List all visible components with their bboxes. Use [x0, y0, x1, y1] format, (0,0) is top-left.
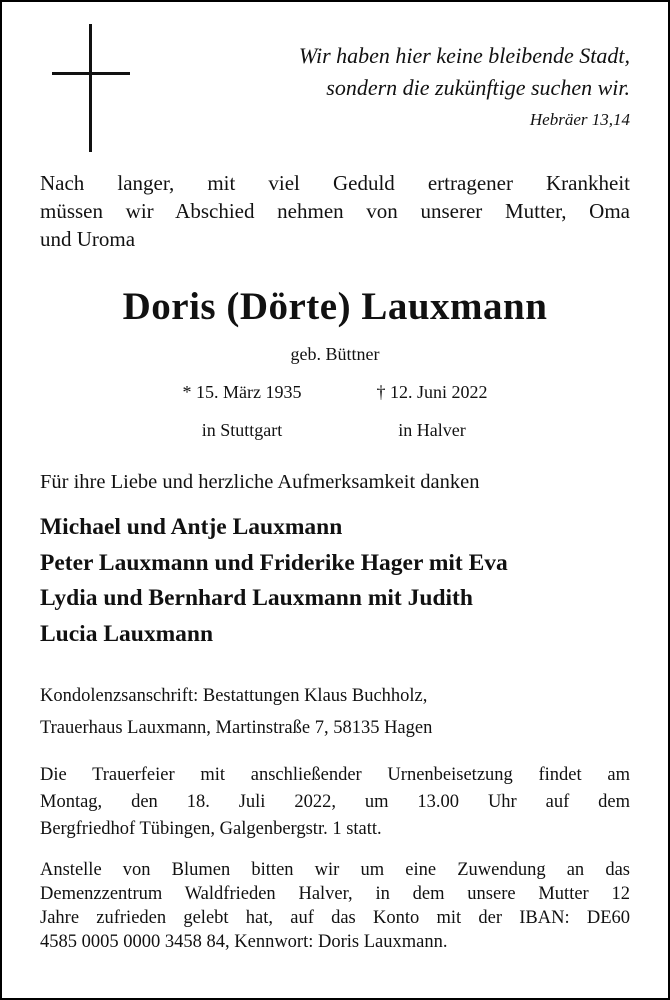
ceremony-line-2: Montag, den 18. Juli 2022, um 13.00 Uhr auf dem: [40, 792, 630, 812]
birth-date: * 15. März 1935: [182, 382, 302, 402]
mourner-line: Michael und Antje Lauxmann: [40, 514, 343, 540]
intro-line-1: Nach langer, mit viel Geduld ertragener Krankheit: [40, 171, 630, 195]
birth-place: in Stuttgart: [201, 420, 283, 440]
intro-line-2: müssen wir Abschied nehmen von unserer Mutter, Oma: [40, 199, 630, 223]
thanks-line: Für ihre Liebe und herzliche Aufmerksamkeit danken: [40, 471, 480, 493]
ceremony-line-1: Die Trauerfeier mit anschließender Urnenbeisetzung findet am: [40, 765, 630, 785]
bible-quote: [299, 40, 630, 132]
condolence-address: [40, 680, 630, 744]
death-place: in Halver: [398, 420, 466, 440]
quote-reference: Hebräer 13,14: [529, 110, 630, 129]
cross-horizontal-bar: [52, 72, 130, 75]
deceased-name: Doris (Dörte) Lauxmann: [122, 285, 548, 328]
donation-request: [40, 858, 630, 954]
cross-vertical-bar: [89, 24, 92, 152]
mourner-line: Peter Lauxmann und Friderike Hager mit Eva: [40, 549, 508, 576]
mourners-list: [40, 510, 638, 652]
mourner-line: Lydia und Bernhard Lauxmann mit Judith: [40, 585, 473, 611]
quote-line-1: Wir haben hier keine bleibende Stadt,: [298, 43, 630, 68]
death-info: [332, 379, 532, 443]
intro-text: [40, 169, 630, 253]
donation-line-4: 4585 0005 0000 3458 84, Kennwort: Doris Lauxmann.: [40, 932, 448, 952]
mourner-line: Lucia Lauxmann: [40, 620, 214, 647]
donation-line-2: Demenzzentrum Waldfrieden Halver, in dem unsere Mutter 12: [40, 884, 630, 904]
condolence-line-2: Trauerhaus Lauxmann, Martinstraße 7, 58135 Hagen: [40, 718, 433, 738]
quote-line-2: sondern die zukünftige suchen wir.: [326, 75, 630, 100]
birth-name: geb. Büttner: [290, 344, 380, 364]
life-dates: [2, 379, 668, 455]
ceremony-line-3: Bergfriedhof Tübingen, Galgenbergstr. 1 statt.: [40, 819, 382, 839]
donation-line-3: Jahre zufrieden gelebt hat, auf das Konto mit der IBAN: DE60: [40, 908, 630, 928]
funeral-ceremony-info: [40, 762, 630, 843]
intro-line-3: und Uroma: [40, 227, 136, 251]
death-date: † 12. Juni 2022: [376, 382, 488, 402]
donation-line-1: Anstelle von Blumen bitten wir um eine Zuwendung an das: [40, 860, 630, 880]
condolence-line-1: Kondolenzsanschrift: Bestattungen Klaus Buchholz,: [40, 686, 428, 706]
cross-icon: [52, 24, 130, 152]
birth-info: [142, 379, 342, 443]
